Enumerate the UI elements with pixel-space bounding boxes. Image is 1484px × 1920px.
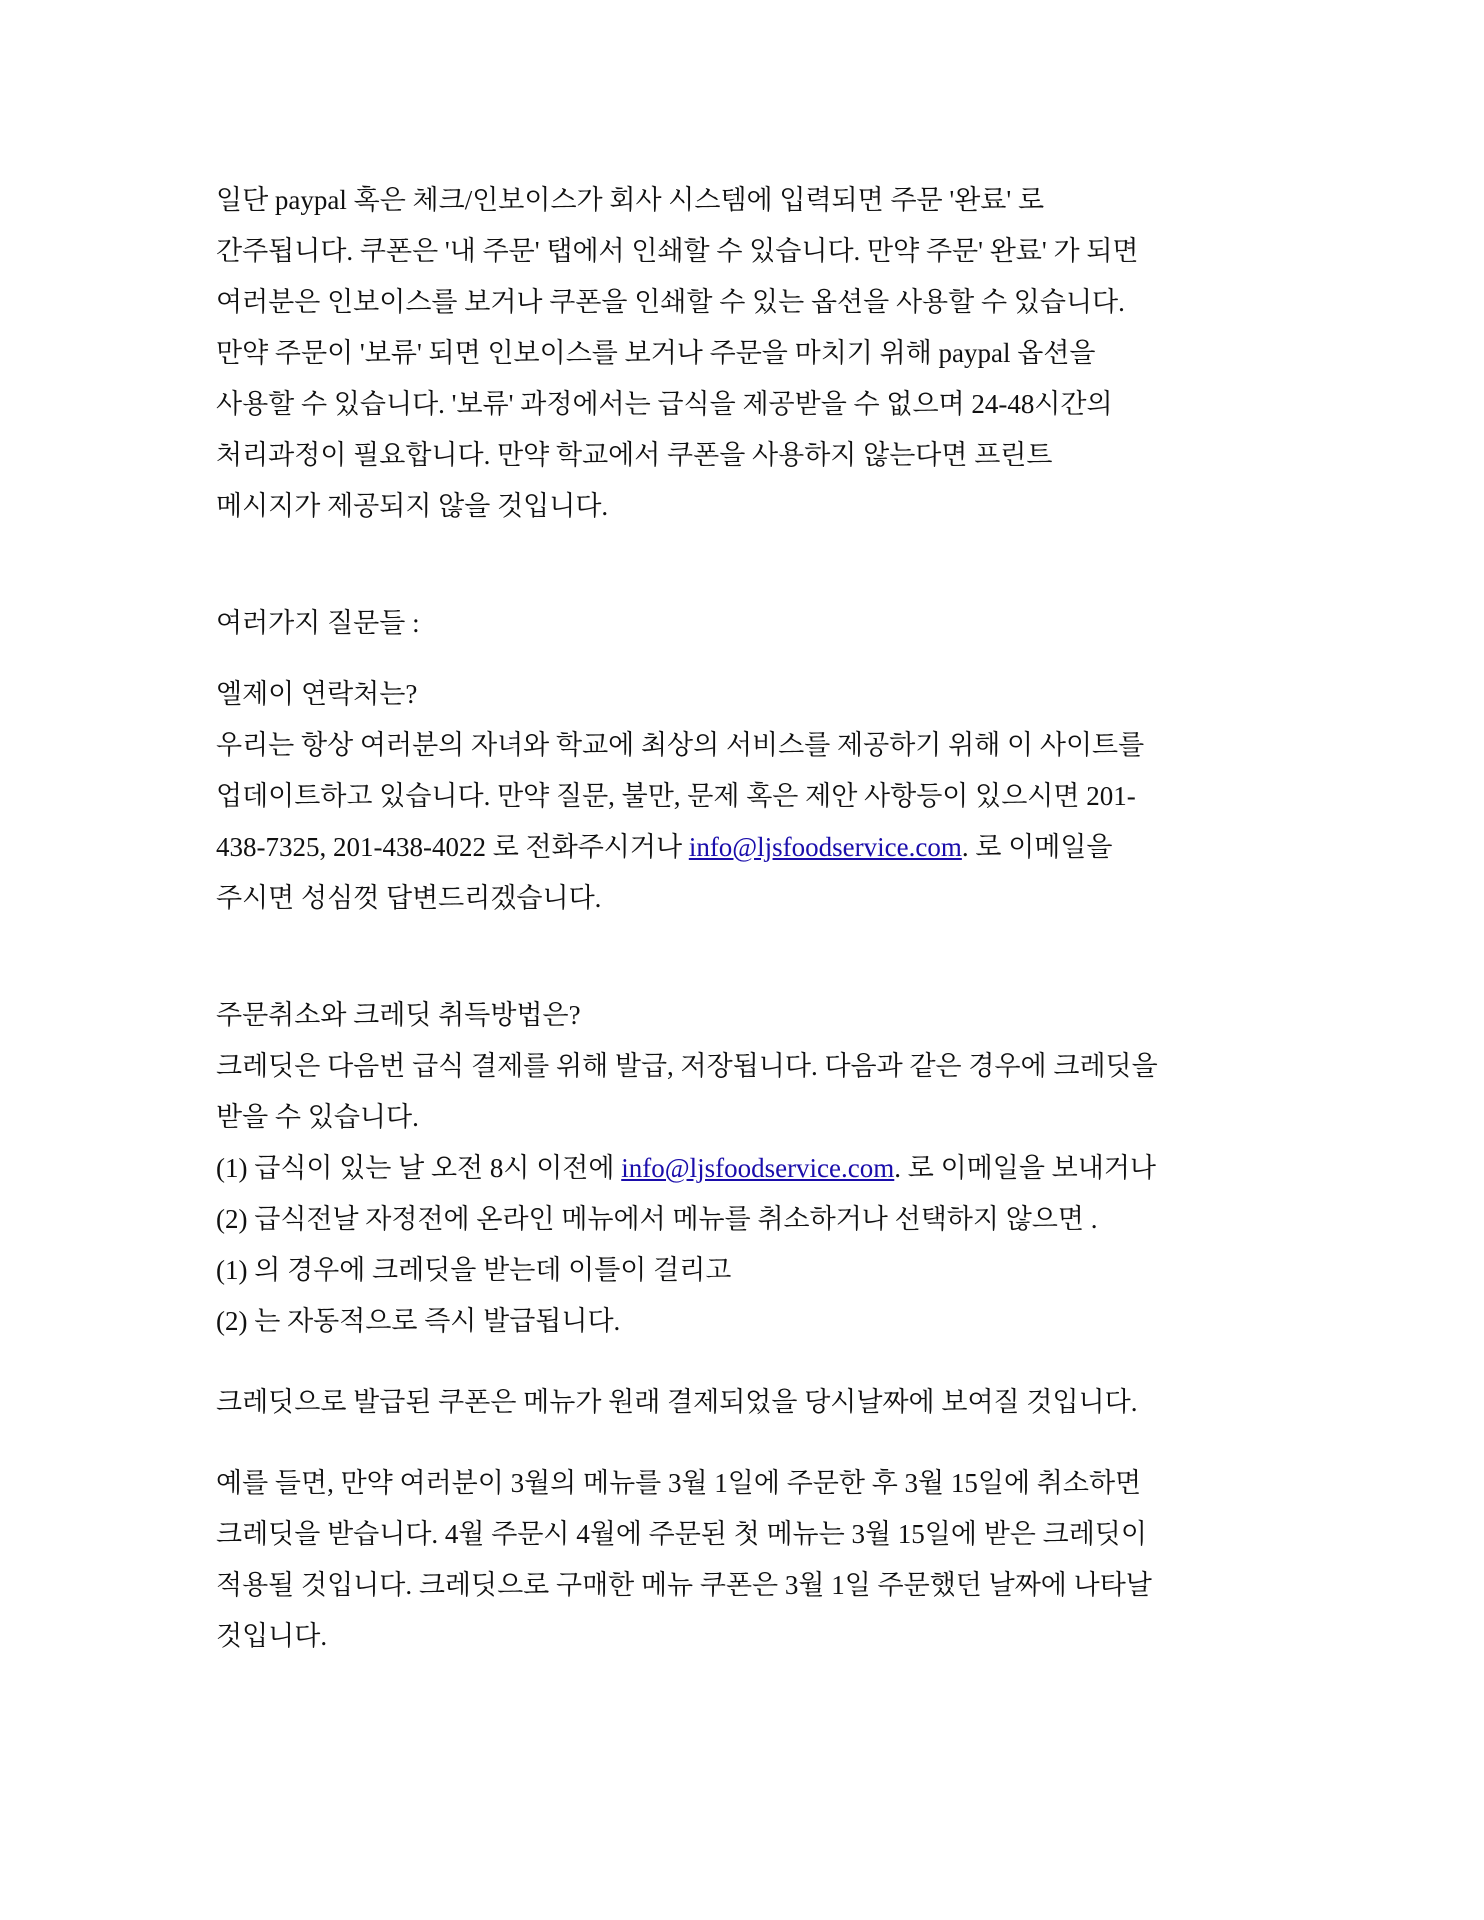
faq-heading: 여러가지 질문들 : (216, 608, 420, 638)
credit-line: 크레딧은 다음번 급식 결제를 위해 발급, 저장됩니다. 다음과 같은 경우에 크레딧을 (216, 1051, 1158, 1081)
credit-note: (2) 는 자동적으로 즉시 발급됩니다. (216, 1306, 621, 1336)
intro-line: 메시지가 제공되지 않을 것입니다. (216, 491, 609, 521)
spacer (216, 924, 1296, 990)
credit-question: 주문취소와 크레딧 취득방법은? (216, 1000, 581, 1030)
intro-line: 사용할 수 있습니다. '보류' 과정에서는 급식을 제공받을 수 없으며 24-48시간의 (216, 389, 1113, 419)
contact-email-link[interactable]: info@ljsfoodservice.com (688, 832, 962, 862)
example-paragraph (216, 1458, 1296, 1662)
contact-line: 438-7325, 201-438-4022 로 전화주시거나 info@ljsfoodservice.com. 로 이메일을 (216, 832, 1113, 862)
intro-line: 일단 paypal 혹은 체크/인보이스가 회사 시스템에 입력되면 주문 '완료' 로 (216, 185, 1045, 215)
credit-item: (2) 급식전날 자정전에 온라인 메뉴에서 메뉴를 취소하거나 선택하지 않으면 . (216, 1204, 1098, 1234)
intro-line: 여러분은 인보이스를 보거나 쿠폰을 인쇄할 수 있는 옵션을 사용할 수 있습니다. (216, 287, 1125, 317)
contact-line: 주시면 성심껏 답변드리겠습니다. (216, 883, 602, 913)
coupon-note: 크레딧으로 발급된 쿠폰은 메뉴가 원래 결제되었을 당시날짜에 보여질 것입니다. (216, 1387, 1138, 1417)
spacer (216, 1428, 1296, 1458)
credit-item: (1) 급식이 있는 날 오전 8시 이전에 info@ljsfoodservice.com. 로 이메일을 보내거나 (216, 1153, 1157, 1183)
spacer (216, 1347, 1296, 1377)
example-line: 크레딧을 받습니다. 4월 주문시 4월에 주문된 첫 메뉴는 3월 15일에 받은 크레딧이 (216, 1519, 1147, 1549)
contact-section (216, 669, 1296, 924)
document-body (216, 175, 1296, 1662)
spacer (216, 649, 1296, 669)
intro-line: 처리과정이 필요합니다. 만약 학교에서 쿠폰을 사용하지 않는다면 프린트 (216, 440, 1053, 470)
credit-line: 받을 수 있습니다. (216, 1102, 419, 1132)
intro-line: 만약 주문이 '보류' 되면 인보이스를 보거나 주문을 마치기 위해 paypal 옵션을 (216, 338, 1096, 368)
contact-line: 업데이트하고 있습니다. 만약 질문, 불만, 문제 혹은 제안 사항등이 있으시면 201- (216, 781, 1136, 811)
credit-note: (1) 의 경우에 크레딧을 받는데 이틀이 걸리고 (216, 1255, 732, 1285)
contact-question: 엘제이 연락처는? (216, 679, 418, 709)
example-line: 것입니다. (216, 1621, 328, 1651)
example-line: 적용될 것입니다. 크레딧으로 구매한 메뉴 쿠폰은 3월 1일 주문했던 날짜에 나타날 (216, 1570, 1152, 1600)
intro-line: 간주됩니다. 쿠폰은 '내 주문' 탭에서 인쇄할 수 있습니다. 만약 주문' 완료' 가 되면 (216, 236, 1139, 266)
credit-email-link[interactable]: info@ljsfoodservice.com (621, 1153, 895, 1183)
credit-section (216, 990, 1296, 1347)
contact-line: 우리는 항상 여러분의 자녀와 학교에 최상의 서비스를 제공하기 위해 이 사이트를 (216, 730, 1145, 760)
example-line: 예를 들면, 만약 여러분이 3월의 메뉴를 3월 1일에 주문한 후 3월 15일에 취소하면 (216, 1468, 1142, 1498)
intro-paragraph (216, 175, 1296, 532)
spacer (216, 532, 1296, 598)
